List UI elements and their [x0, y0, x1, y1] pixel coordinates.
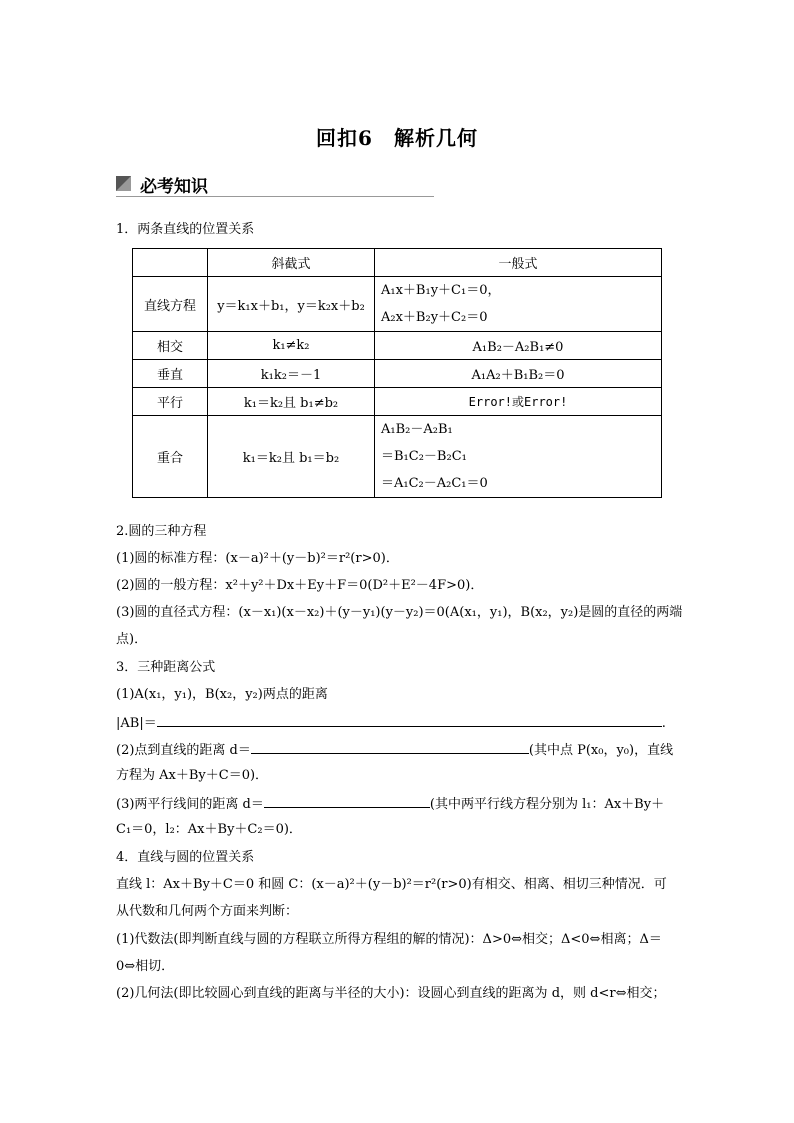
table-row: [133, 388, 662, 416]
line-circle-text: 从代数和几何两个方面来判断：: [116, 904, 299, 919]
distance-parallel-lines: [116, 794, 664, 814]
table-row: [133, 277, 662, 332]
general-form-line: A₁x＋B₁y＋C₁＝0，: [381, 283, 501, 298]
distance-ab-label: |AB|＝: [116, 716, 157, 731]
general-form-line: ＝B₁C₂－B₂C₁: [381, 449, 467, 464]
general-form-line: ＝A₁C₂－A₂C₁＝0: [381, 476, 488, 491]
section-header: [116, 172, 434, 197]
circle-diameter-eq: (3)圆的直径式方程：(x－x₁)(x－x₂)＋(y－y₁)(y－y₂)＝0(A(x₁，y₁)，B(x₂，y₂)是圆的直径的两端: [116, 605, 683, 620]
section-marker-icon: [116, 176, 131, 191]
item-heading-3: 3．三种距离公式: [116, 660, 216, 675]
distance-ab-line: [116, 713, 666, 733]
table-row: [133, 360, 662, 388]
general-form-line: A₁B₂－A₂B₁: [381, 422, 453, 437]
table-header-cell: 斜截式: [208, 249, 375, 277]
item-heading-2: 2.圆的三种方程: [116, 524, 207, 539]
general-form-cell: [375, 416, 662, 498]
table-row: [133, 416, 662, 498]
row-label: 直线方程: [133, 277, 208, 332]
circle-general-eq: (2)圆的一般方程：x²＋y²＋Dx＋Ey＋F＝0(D²＋E²－4F>0)．: [116, 578, 484, 593]
circle-diameter-eq-cont: 点)．: [116, 632, 148, 647]
table-header-row: [133, 249, 662, 277]
table-header-cell: 一般式: [375, 249, 662, 277]
item-heading-4: 4．直线与圆的位置关系: [116, 850, 255, 865]
row-label: 垂直: [133, 360, 208, 388]
distance-ab-end: .: [661, 716, 666, 731]
slope-form-cell: k₁k₂＝－1: [208, 360, 375, 388]
table-row: [133, 332, 662, 360]
section-title: 必考知识: [140, 177, 208, 197]
answer-blank: [157, 713, 662, 727]
slope-form-cell: k₁＝k₂且 b₁＝b₂: [208, 416, 375, 498]
algebraic-method: (1)代数法(即判断直线与圆的方程联立所得方程组的解的情况)：Δ>0⇔相交；Δ<0⇔相离；Δ＝: [116, 932, 662, 947]
page-title: 回扣6 解析几何: [316, 126, 478, 150]
item-heading-1: 1．两条直线的位置关系: [116, 222, 255, 237]
line-circle-text: 直线 l：Ax＋By＋C＝0 和圆 C：(x－a)²＋(y－b)²＝r²(r>0)有相交、相离、相切三种情况．可: [116, 877, 667, 892]
row-label: 相交: [133, 332, 208, 360]
circle-standard-eq: (1)圆的标准方程：(x－a)²＋(y－b)²＝r²(r>0)．: [116, 551, 399, 566]
distance-point-line-cont: 方程为 Ax＋By＋C＝0)．: [116, 768, 269, 783]
distance-two-points: (1)A(x₁，y₁)，B(x₂，y₂)两点的距离: [116, 687, 328, 702]
slope-form-cell: k₁＝k₂且 b₁≠b₂: [208, 388, 375, 416]
distance-point-note: (其中点 P(x₀，y₀)，直线: [528, 743, 674, 758]
algebraic-method-cont: 0⇔相切．: [116, 959, 175, 974]
general-form-cell: [375, 277, 662, 332]
distance-point-line: [116, 740, 673, 760]
row-label: 平行: [133, 388, 208, 416]
distance-parallel-cont: C₁＝0，l₂：Ax＋By＋C₂＝0)．: [116, 822, 302, 837]
answer-blank: [251, 740, 529, 754]
general-form-line: A₂x＋B₂y＋C₂＝0: [381, 310, 488, 325]
row-label: 重合: [133, 416, 208, 498]
general-form-cell: Error!或Error!: [375, 388, 662, 416]
general-form-cell: A₁A₂＋B₁B₂＝0: [375, 360, 662, 388]
line-relation-table: [132, 248, 662, 498]
geometric-method: (2)几何法(即比较圆心到直线的距离与半径的大小)：设圆心到直线的距离为 d，则 d<r⇔相交；: [116, 986, 666, 1001]
distance-parallel-note: (其中两平行线方程分别为 l₁：Ax＋By＋: [429, 797, 665, 812]
general-form-cell: A₁B₂－A₂B₁≠0: [375, 332, 662, 360]
answer-blank: [264, 794, 430, 808]
distance-point-label: (2)点到直线的距离 d＝: [116, 743, 251, 758]
distance-parallel-label: (3)两平行线间的距离 d＝: [116, 797, 264, 812]
slope-form-cell: k₁≠k₂: [208, 332, 375, 360]
slope-form-cell: y＝k₁x＋b₁，y＝k₂x＋b₂: [208, 277, 375, 332]
table-header-cell: [133, 249, 208, 277]
